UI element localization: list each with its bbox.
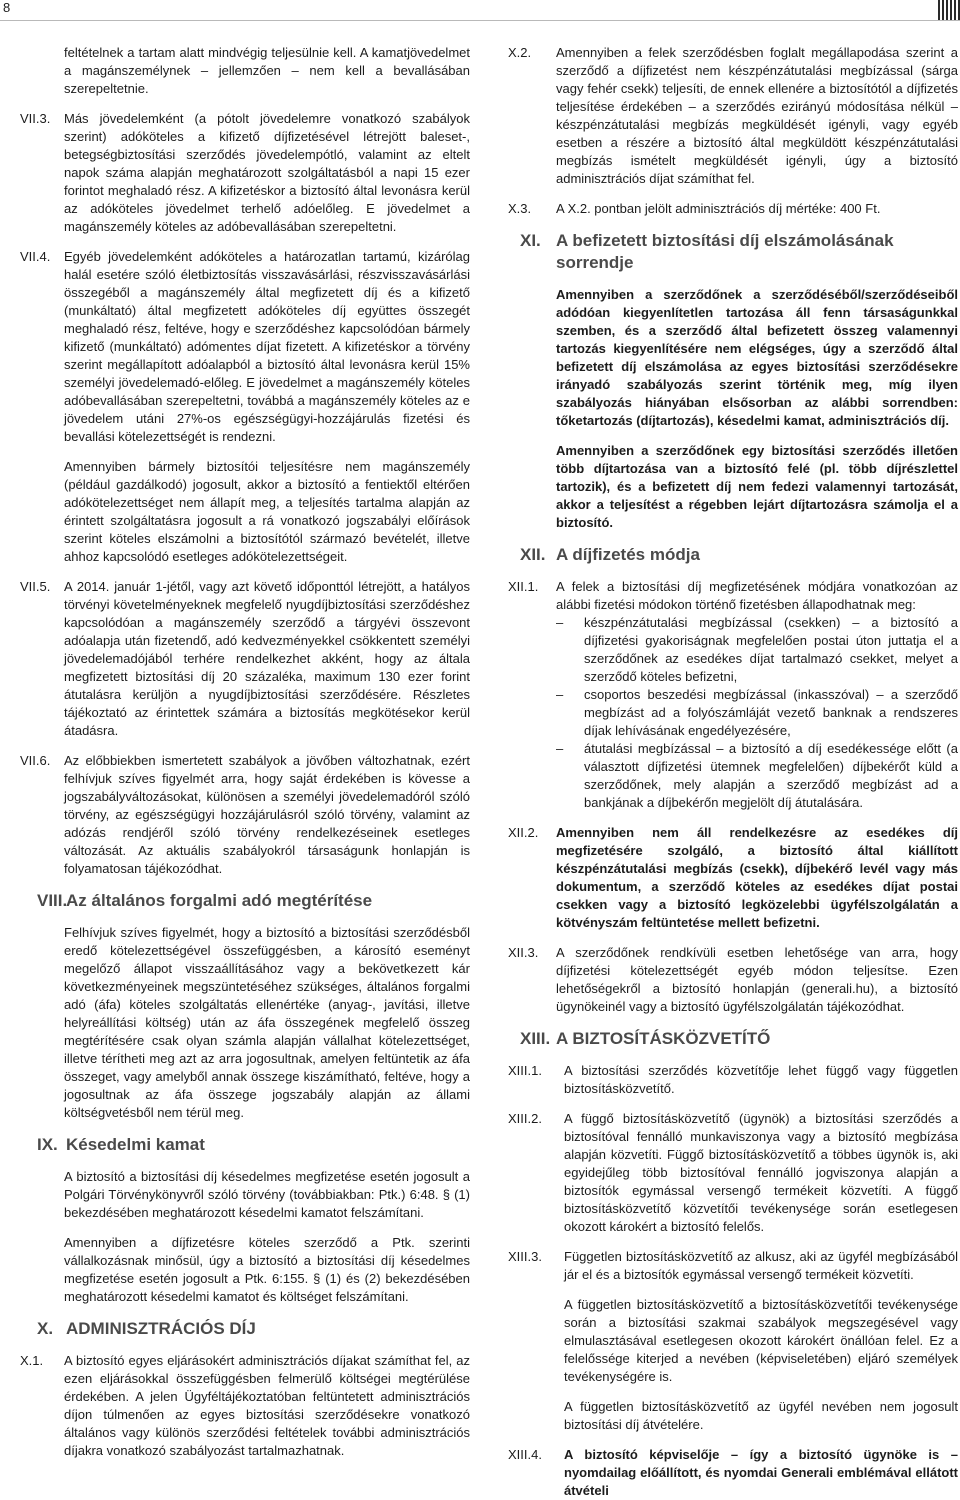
section-text: A felek a biztosítási díj megfizetésének módjára vonatkozóan az alábbi fizetési módokon történő fizetésben állapodhatnak meg:	[556, 579, 958, 612]
section-number: X.3.	[508, 201, 532, 216]
dash-bullet: –	[556, 615, 564, 630]
section-text: Amennyiben a díjfizetésre köteles szerződő a Ptk. szerinti vállalkozásnak minősül, úgy a biztosító a biztosítási díj késedelmes megfizetése esetén jogosult a Ptk. 6:155. § (1) és (2) bekezdésében meghatározott késedelmi kamatot és költséget felszámítani.	[64, 1235, 470, 1304]
chapter-title: A díjfizetés módja	[556, 545, 700, 564]
section-vii-6	[0, 752, 470, 878]
chapter-title: Késedelmi kamat	[66, 1135, 205, 1154]
section-number: VII.6.	[20, 753, 51, 768]
section-vii-4	[0, 248, 470, 566]
section-number: XIII.1.	[508, 1063, 542, 1078]
left-column	[0, 44, 470, 1460]
section-text: Amennyiben a felek szerződésben foglalt megállapodása szerint a szerződő a díjfizetést nem készpénzátutalási megbízással (sárga vagy fehér csekk) teljesíti, de ennek ellenére a biztosítótól a díjfizetés teljesítése érdekében – a szerződés ezirányú módosítása nélkül – készpénzátutalási megbízás megküldését igényli, vagy egyéb esetben a részére a biztosító által megküldött készpénzátutalási megbízás ismételt megküldését igényli, úgy a biztosító adminisztrációs díjat számíthat fel.	[556, 45, 958, 186]
chapter-title: A befizetett biztosítási díj elszámolásának sorrendje	[556, 231, 894, 272]
section-text: Az előbbiekben ismertetett szabályok a jövőben változhatnak, ezért felhívjuk szíves figyelmét arra, hogy saját érdekében is kövesse a jogszabályváltozásokat, különösen a személyi jövedelemadóról szóló törvény, az egészségügyi hozzájárulásról szóló törvény, valamint az adózás rendjéről szóló törvény rendelkezéseinek esetleges változását. Az aktuális szabályokról társaságunk honlapján is folyamatosan tájékozódhat.	[64, 753, 470, 876]
section-text: A biztosító képviselője – így a biztosító ügynöke is – nyomdailag előállított, és nyomdai Generali emblémával ellátott átvételi	[564, 1447, 958, 1498]
list-item-text: készpénzátutalási megbízással (csekken) – a biztosító a díjfizetési gyakoriságnak megfelelően postai úton juttatja el a szerződőnek az esedékes díjat tartalmazó csekket, melyet a szerződő köteles befizetni,	[584, 615, 958, 684]
section-xii-1	[508, 578, 958, 812]
section-number: XII.2.	[508, 825, 539, 840]
chapter-heading-ix	[0, 1134, 470, 1156]
section-text: Amennyiben nem áll rendelkezésre az esedékes díj megfizetésére szolgáló, a biztosító által kiállított készpénzátutalási megbízás (csekk), díjbekérő levél vagy más dokumentum, a szerződő köteles az esedékes díjat postai csekken vagy a biztosító legközelebbi ügyfélszolgálatán a kötvényszám feltüntetése mellett befizetni.	[556, 825, 958, 930]
chapter-number: XII.	[520, 545, 546, 564]
section-xiii-4	[508, 1446, 958, 1500]
section-number: XIII.3.	[508, 1249, 542, 1264]
section-number: X.2.	[508, 45, 532, 60]
section-text: Felhívjuk szíves figyelmét, hogy a biztosító a biztosítási szerződésből eredő kötelezettségével összefüggésben, a károsító eseményt megelőző állapot visszaállításához vagy a bekövetkezett kár következményeinek megszüntetéséhez szükséges, általános forgalmi adó (áfa) köteles szolgáltatás ellenértéke (anyag-, javítási, illetve helyreállítási költség) után az áfa összegének megfelelő összeg megtérítésére csak olyan számla alapján vállalhat kötelezettséget, illetve térítheti meg azt az arra jogosultnak, amelyen feltüntetik az áfa összeget, vagy amelyből annak összege kiszámítható, feltéve, hogy a jogosultnak az áfa összege jogszabály alapján az állami költségvetésből nem térül meg.	[64, 925, 470, 1120]
chapter-xi-body	[508, 286, 958, 532]
section-text: Amennyiben bármely biztosítói teljesítésre nem magánszemély (például gazdálkodó) jogosult, akkor a biztosító a fentiektől eltérően adókötelezettséget nem állapít meg, a teljesítés tartalma alapján az érintett szolgáltatásra jogosult a rá vonatkozó jogszabályi előírások szerint köteles elszámolni a biztosítótól származó bevételét, illetve ahhoz kapcsolódó esetleges adókötelezettségeit.	[64, 459, 470, 564]
section-text: A független biztosításközvetítő a biztosításközvetítői tevékenysége során a biztosítási szakmai szabályok megszegésével vagy elmulasztásával esetlegesen okozott károkért önállóan felel. Ez a felelőssége kiterjed a nevében (képviseletében) eljáró személyek tevékenységére is.	[564, 1297, 958, 1384]
chapter-heading-xiii	[508, 1028, 958, 1050]
chapter-ix-body	[0, 1168, 470, 1306]
page-number: 8	[3, 0, 11, 15]
chapter-title: Az általános forgalmi adó megtérítése	[66, 891, 373, 910]
section-x-3	[508, 200, 958, 218]
section-text: A független biztosításközvetítő az ügyfél nevében nem jogosult biztosítási díj átvételére.	[564, 1399, 958, 1432]
section-xii-2	[508, 824, 958, 932]
section-xii-3	[508, 944, 958, 1016]
list-item	[556, 686, 958, 740]
chapter-number: X.	[37, 1319, 54, 1338]
right-column	[508, 44, 958, 1500]
chapter-number: IX.	[37, 1135, 58, 1154]
section-text: A 2014. január 1-jétől, vagy azt követő időponttól létrejött, a hatályos törvényi követelményeknek megfelelő nyugdíjbiztosítási szerződéshez kapcsolódóan a magánszemély szerződő a tárgyévi összevont adóalapja után fizetendő, adó kedvezményekkel csökkentett személyi jövedelemadójából terhére rendelkezhet akként, hogy az általa megfizetett biztosítási díj 20 százaléka, maximum 130 ezer forint átutalásra kerüljön a nyugdíjbiztosítási szerződésére. Részletes tájékoztató az érintettek számára a biztosítás megkötésekor kerül átadásra.	[64, 579, 470, 738]
section-text: Amennyiben a szerződőnek a szerződéséből/szerződéseiből adódóan kiegyenlítetlen tartozása áll fenn társaságunkkal szemben, és a szerződő által befizetett összeg valamennyi tartozás kiegyenlítésére nem elégséges, úgy a szerződő által befizetett díj elszámolása az egyes biztosítási szerződésekre irányadó szabályozás szerint történik meg, míg ilyen szabályozás hiányában elsősorban az alábbi sorrendben: tőketartozás (díjtartozás), késedelmi kamat, adminisztrációs díj.	[556, 287, 958, 428]
section-text: Amennyiben a szerződőnek egy biztosítási szerződés illetően több díjtartozása van a biztosító felé (pl. több díjrészlettel tartozik), és a befizetett díj nem fedezi valamennyi tartozását, akkor a teljesítést a régebben lejárt díjtartozásra számolja el a biztosító.	[556, 443, 958, 530]
section-number: XIII.2.	[508, 1111, 542, 1126]
chapter-heading-xi	[508, 230, 958, 274]
list-item	[556, 614, 958, 686]
chapter-heading-viii	[0, 890, 470, 912]
section-xiii-1	[508, 1062, 958, 1098]
section-text: A X.2. pontban jelölt adminisztrációs díj mértéke: 400 Ft.	[556, 201, 881, 216]
dash-bullet: –	[556, 687, 564, 702]
section-text: A szerződőnek rendkívüli esetben lehetősége van arra, hogy díjfizetési kötelezettségét egyéb módon teljesítse. Ezen lehetőségekről a biztosító honlapján (generali.hu), a biztosító ügynökeinél vagy a biztosító ügyfélszolgálatán tájékozódhat.	[556, 945, 958, 1014]
dash-bullet: –	[556, 741, 564, 756]
section-text: A függő biztosításközvetítő (ügynök) a biztosítási szerződés a biztosítóval fennálló munkaviszonya vagy a biztosító megbízása alapján közvetíti. Függő biztosításközvetítő a többes ügynök is, aki egyidejűleg több biztosítóval fennálló jogviszonya alapján a biztosítók egymással versengő termékeit közvetíti. A függő biztosításközvetítő közvetítői tevékenysége során esetlegesen okozott károkért a biztosító felelős.	[564, 1111, 958, 1234]
crop-mark	[938, 0, 960, 20]
section-vii-3	[0, 110, 470, 236]
chapter-number: XIII.	[520, 1029, 551, 1048]
section-vii-5	[0, 578, 470, 740]
section-text: A biztosító a biztosítási díj késedelmes megfizetése esetén jogosult a Polgári Törvénykönyvről szóló törvény (továbbiakban: Ptk.) 6:48. § (1) bekezdésében meghatározott késedelmi kamatot felszámítani.	[64, 1169, 470, 1220]
section-number: XIII.4.	[508, 1447, 542, 1462]
section-xiii-3	[508, 1248, 958, 1434]
list-item-text: átutalási megbízással – a biztosító a díj esedékessége előtt (a választott díjfizetési ütemnek megfelelően) díjbekérőt küld a szerződőnek, mely alapján a szerződő megbízást ad a bankjának a díjbekérőn megjelölt díj átutalására.	[584, 741, 958, 810]
payment-method-list	[556, 614, 958, 812]
section-text: Független biztosításközvetítő az alkusz, aki az ügyfél megbízásából jár el és a biztosítók egymással versengő termékeit közvetíti.	[564, 1249, 958, 1282]
section-number: XII.3.	[508, 945, 539, 960]
section-x-1	[0, 1352, 470, 1460]
section-text: Más jövedelemként (a pótolt jövedelemre vonatkozó szabályok szerint) adóköteles a kifizető díjfizetésével létrejött baleset-, betegségbiztosítási szerződés jövedelempótló, valamint az eltelt napok száma alapján meghatározott szolgáltatásból a napi 15 ezer forintot meghaladó rész. A kifizetéskor a biztosító által levonásra kerül az adóköteles jövedelmet terhelő adóelőleg. E jövedelmet a magánszemély köteles az adóbevallásában szerepeltetni.	[64, 111, 470, 234]
section-number: VII.5.	[20, 579, 51, 594]
chapter-number: VIII.	[37, 891, 68, 910]
section-text: A biztosítási szerződés közvetítője lehet függő vagy független biztosításközvetítő.	[564, 1063, 958, 1096]
section-x-2	[508, 44, 958, 188]
section-text: Egyéb jövedelemként adóköteles a határozatlan tartamú, kizárólag halál esetére szóló életbiztosítás visszavásárlási, részvisszavásárlási összegéből a magánszemély által megfizetett díj és a kifizető (munkáltató) által megfizetett adóköteles díj együttes összegét meghaladó rész, feltéve, hogy e szerződéshez kapcsolódóan bármely kifizető (munkáltató) adómentes díjat fizetett. A kifizetéskor a törvény szerint megállapított adóalapból a biztosító által levonásra kerül 15% személyi jövedelemadó-előleg. E jövedelmet a magánszemély köteles adóbevallásában szerepeltetni, továbbá a magánszemély köteles az e jövedelem utáni 27%-os egészségügyi-hozzájárulás fizetési és bevallási kötelezettségét is rendezni.	[64, 249, 470, 444]
chapter-heading-xii	[508, 544, 958, 566]
chapter-title: ADMINISZTRÁCIÓS DÍJ	[66, 1319, 256, 1338]
intro-text: feltételnek a tartam alatt mindvégig teljesülnie kell. A kamatjövedelmet a magánszemélynek – jellemzően – nem kell a bevallásában szerepeltetnie.	[64, 45, 470, 96]
section-number: X.1.	[20, 1353, 44, 1368]
chapter-number: XI.	[520, 231, 541, 250]
section-number: XII.1.	[508, 579, 539, 594]
intro-paragraph	[0, 44, 470, 98]
section-text: A biztosító egyes eljárásokért adminisztrációs díjakat számíthat fel, az ezen eljárásokkal összefüggésben felmerülő költségei megtérülése érdekében. A jelen Ügyféltájékoztatóban feltüntetett adminisztrációs díjon túlmenően az egyes biztosítási szerződésekre vonatkozó általános vagy különös szerződési feltételek további adminisztrációs díjakra vonatkozó szabályozást tartalmazhatnak.	[64, 1353, 470, 1458]
section-number: VII.3.	[20, 111, 51, 126]
chapter-heading-x	[0, 1318, 470, 1340]
section-number: VII.4.	[20, 249, 51, 264]
list-item-text: csoportos beszedési megbízással (inkasszóval) – a szerződő megbízást ad a folyószámláját vezető banknak a rendszeres díjak lehívásának engedélyezésére,	[584, 687, 958, 738]
chapter-title: A BIZTOSÍTÁSKÖZVETÍTŐ	[556, 1029, 771, 1048]
chapter-viii-body	[0, 924, 470, 1122]
header-rule	[0, 20, 960, 21]
list-item	[556, 740, 958, 812]
section-xiii-2	[508, 1110, 958, 1236]
